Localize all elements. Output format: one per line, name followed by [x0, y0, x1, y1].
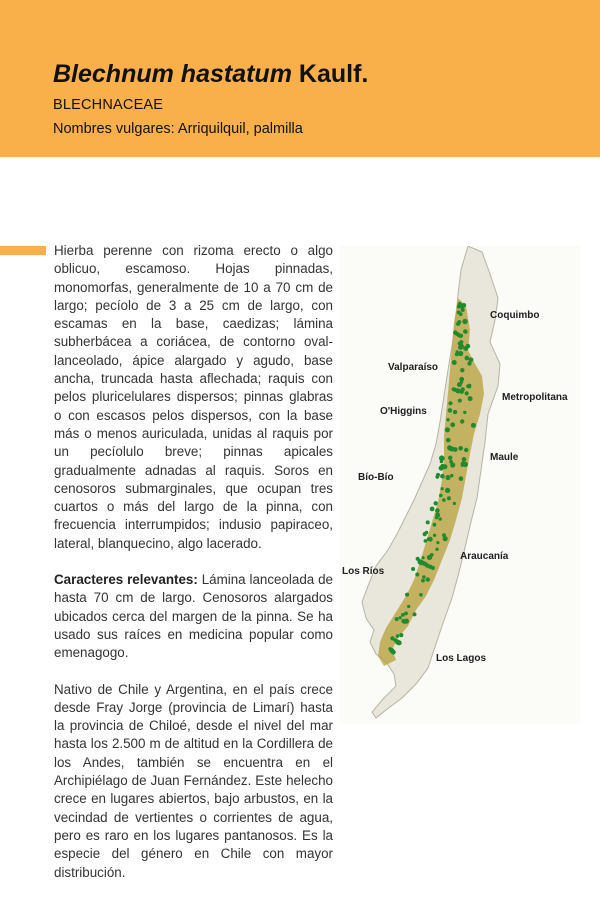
occurrence-point: [460, 419, 464, 423]
region-label-araucania: Araucanía: [460, 551, 509, 562]
occurrence-point: [434, 501, 438, 505]
occurrence-point: [439, 455, 444, 460]
occurrence-point: [399, 633, 403, 637]
occurrence-point: [450, 422, 455, 427]
occurrence-point: [450, 447, 455, 452]
occurrence-point: [458, 345, 463, 350]
occurrence-point: [461, 308, 465, 312]
occurrence-point: [419, 593, 423, 597]
common-names: Nombres vulgares: Arriquilquil, palmilla: [53, 121, 303, 137]
occurrence-point: [404, 619, 409, 624]
occurrence-point: [465, 391, 469, 395]
occurrence-point: [428, 537, 433, 542]
region-label-valparaiso: Valparaíso: [388, 362, 439, 373]
occurrence-point: [421, 579, 425, 583]
occurrence-point: [399, 616, 402, 619]
occurrence-point: [468, 396, 473, 401]
occurrence-point: [456, 322, 460, 326]
occurrence-point: [424, 539, 428, 543]
occurrence-point: [415, 573, 419, 577]
relevant-paragraph: [54, 571, 333, 662]
occurrence-point: [395, 640, 400, 645]
occurrence-point: [440, 474, 445, 479]
distribution-paragraph: Nativo de Chile y Argentina, en el país crece desde Fray Jorge (provincia de Limarí) hasta la provincia de Chiloé, desde el nivel del mar hasta los 2.500 m de altitud en la Cordillera de los Andes, también se encuentra en el Archipiélago de Juan Fernández. Este helecho crece en lugares abiertos, bajo arbustos, en la vecindad de vertientes o corrientes de agua, pero es raro en los lugares pantanosos. Es la especie del género en Chile con mayor distribución.: [54, 681, 333, 880]
header-band: [0, 0, 600, 157]
occurrence-point: [433, 523, 437, 527]
species-name: Blechnum hastatum: [53, 60, 292, 88]
occurrence-point: [391, 650, 396, 655]
occurrence-point: [458, 382, 462, 386]
occurrence-point: [458, 446, 463, 451]
occurrence-point: [436, 541, 439, 544]
occurrence-point: [448, 401, 452, 405]
family-name: BLECHNACEAE: [53, 97, 164, 113]
occurrence-point: [430, 507, 435, 512]
occurrence-point: [468, 384, 472, 388]
occurrence-point: [413, 612, 417, 616]
description-paragraph: Hierba perenne con rizoma erecto o algo oblicuo, escamoso. Hojas pinnadas, monomorfas, generalmente de 10 a 70 cm de largo; pecíolo de 3 a 25 cm de largo, con escamas en la base, caedizas; lámina subherbácea a coriácea, de contorno oval-lanceolado, ápice alargado y agudo, base ancha, truncada hasta aflechada; raquis con pelos pluricelulares dispersos; pinnas glabras o con escasos pelos dispersos, con la base más o menos auriculada, unidas al raquis por un pecíolulo breve; pinnas apicales gradualmente adnadas al raquis. Soros en cenosoros submarginales, que ocupan tres cuartos o más del largo de la pinna, con frecuencia interrumpidos; indusio papiraceo, lateral, blanquecino, algo lacerado.: [54, 243, 333, 551]
occurrence-point: [455, 388, 460, 393]
occurrence-point: [423, 562, 427, 566]
distribution-map: [340, 246, 580, 724]
occurrence-point: [435, 548, 438, 551]
occurrence-point: [442, 464, 447, 469]
occurrence-point: [458, 351, 463, 356]
region-label-biobio: Bío-Bío: [358, 472, 394, 483]
occurrence-point: [462, 303, 467, 308]
distribution-map-svg: [340, 246, 580, 724]
section-accent-bar: [0, 246, 46, 255]
species-title: [53, 60, 368, 89]
occurrence-point: [447, 496, 451, 500]
occurrence-point: [445, 488, 450, 493]
region-label-ohiggins: O'Higgins: [380, 406, 427, 417]
occurrence-point: [435, 508, 440, 513]
occurrence-point: [411, 567, 415, 571]
occurrence-point: [433, 534, 436, 537]
occurrence-point: [464, 330, 468, 334]
occurrence-point: [446, 476, 450, 480]
occurrence-point: [427, 555, 432, 560]
occurrence-point: [441, 487, 444, 490]
region-label-loslagos: Los Lagos: [436, 653, 487, 664]
occurrence-point: [464, 448, 468, 452]
occurrence-point: [431, 566, 435, 570]
region-label-coquimbo: Coquimbo: [490, 310, 540, 321]
occurrence-point: [426, 577, 430, 581]
occurrence-point: [465, 356, 470, 361]
occurrence-point: [442, 498, 446, 502]
occurrence-point: [439, 494, 443, 498]
occurrence-point: [471, 423, 476, 428]
occurrence-point: [422, 556, 425, 559]
occurrence-point: [453, 502, 456, 505]
occurrence-point: [450, 462, 455, 467]
occurrence-point: [439, 517, 442, 520]
occurrence-point: [401, 613, 405, 617]
occurrence-point: [459, 312, 463, 316]
occurrence-point: [445, 427, 450, 432]
relevant-text: Lámina lanceolada de hasta 70 cm de largo. Cenosoros alargados ubicados cerca del margen de la pinna. Se ha usado sus raíces en medicina popular como emenagogo.: [54, 572, 333, 661]
species-author: Kaulf.: [298, 60, 369, 88]
region-label-losrios: Los Ríos: [342, 566, 385, 577]
occurrence-point: [446, 438, 451, 443]
occurrence-point: [455, 352, 459, 356]
occurrence-point: [448, 456, 452, 460]
occurrence-point: [463, 411, 466, 414]
occurrence-point: [425, 531, 429, 535]
occurrence-point: [467, 361, 471, 365]
occurrence-point: [463, 346, 468, 351]
occurrence-point: [453, 410, 457, 414]
occurrence-point: [395, 617, 399, 621]
region-label-maule: Maule: [490, 452, 519, 463]
occurrence-point: [426, 520, 430, 524]
occurrence-point: [459, 476, 464, 481]
occurrence-point: [460, 368, 464, 372]
occurrence-point: [458, 399, 462, 403]
occurrence-point: [435, 516, 438, 519]
occurrence-point: [396, 634, 400, 638]
text-column: [54, 242, 333, 900]
occurrence-point: [458, 342, 461, 345]
occurrence-point: [450, 474, 453, 477]
occurrence-point: [462, 457, 467, 462]
occurrence-point: [443, 536, 448, 541]
occurrence-point: [416, 557, 420, 561]
region-label-metropolitana: Metropolitana: [502, 392, 568, 403]
occurrence-point: [459, 334, 463, 338]
occurrence-point: [448, 408, 453, 413]
relevant-label: Caracteres relevantes:: [54, 572, 198, 588]
occurrence-point: [462, 319, 467, 324]
occurrence-point: [422, 575, 426, 579]
occurrence-point: [452, 360, 457, 365]
occurrence-point: [446, 418, 449, 421]
occurrence-point: [461, 464, 464, 467]
occurrence-point: [405, 593, 409, 597]
occurrence-point: [436, 473, 440, 477]
occurrence-point: [407, 605, 410, 608]
